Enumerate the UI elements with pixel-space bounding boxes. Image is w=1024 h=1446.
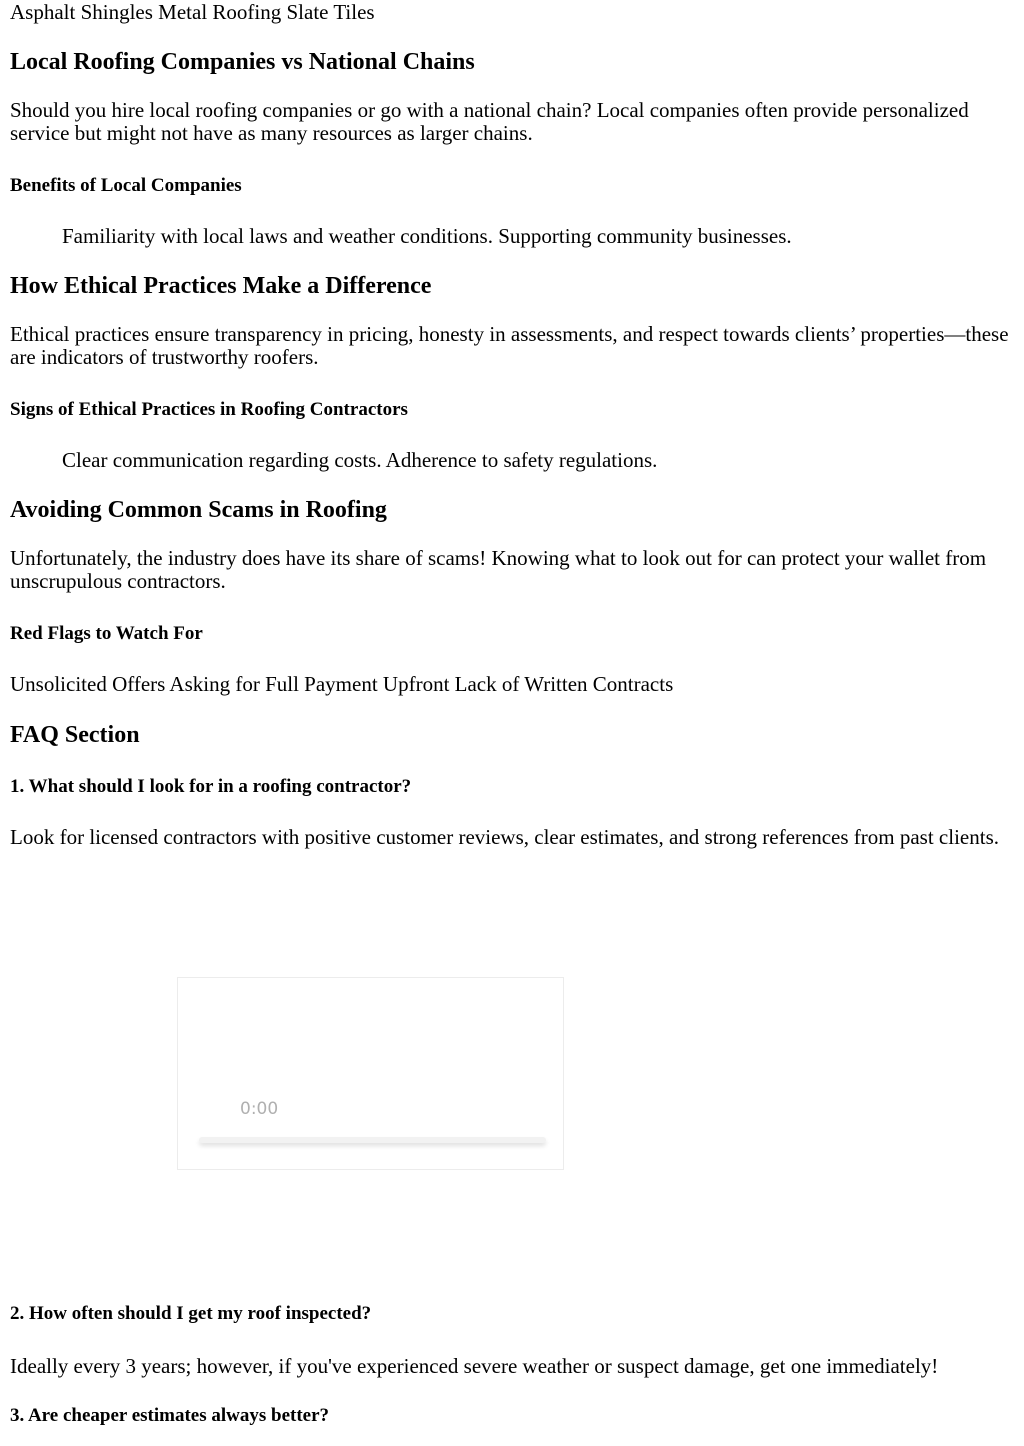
- section-paragraph-avoiding-scams: Unfortunately, the industry does have its share of scams! Knowing what to look out for can protect your wallet from unscrupulous contractors.: [10, 546, 987, 593]
- faq-answer-1: Look for licensed contractors with positive customer reviews, clear estimates, and strong references from past clients.: [10, 825, 999, 849]
- detail-red-flags: Unsolicited Offers Asking for Full Payment Upfront Lack of Written Contracts: [10, 672, 674, 696]
- faq-question-2: 2. How often should I get my roof inspected?: [10, 1303, 372, 1324]
- detail-benefits-local: Familiarity with local laws and weather conditions. Supporting community businesses.: [62, 224, 792, 248]
- faq-heading: FAQ Section: [10, 722, 140, 748]
- faq-question-3: 3. Are cheaper estimates always better?: [10, 1405, 330, 1426]
- faq-question-1: 1. What should I look for in a roofing contractor?: [10, 776, 412, 797]
- subheading-signs-ethical: Signs of Ethical Practices in Roofing Contractors: [10, 399, 408, 420]
- section-heading-ethical-practices: How Ethical Practices Make a Difference: [10, 273, 432, 299]
- top-nav-text: Asphalt Shingles Metal Roofing Slate Tiles: [10, 0, 375, 24]
- section-heading-local-vs-national: Local Roofing Companies vs National Chains: [10, 49, 475, 75]
- subheading-benefits-local: Benefits of Local Companies: [10, 175, 242, 196]
- subheading-red-flags: Red Flags to Watch For: [10, 623, 203, 644]
- section-paragraph-ethical-practices: Ethical practices ensure transparency in pricing, honesty in assessments, and respect towards clients’ properties—these are indicators of trustworthy roofers.: [10, 322, 1009, 369]
- detail-signs-ethical: Clear communication regarding costs. Adherence to safety regulations.: [62, 448, 658, 472]
- video-time-display: 0:00: [240, 1099, 279, 1119]
- video-player[interactable]: [177, 977, 564, 1170]
- faq-answer-2: Ideally every 3 years; however, if you've experienced severe weather or suspect damage, get one immediately!: [10, 1354, 939, 1378]
- section-heading-avoiding-scams: Avoiding Common Scams in Roofing: [10, 497, 387, 523]
- video-progress-bar[interactable]: [199, 1137, 546, 1143]
- section-paragraph-local-vs-national: Should you hire local roofing companies or go with a national chain? Local companies often provide personalized service but might not have as many resources as larger chains.: [10, 98, 969, 145]
